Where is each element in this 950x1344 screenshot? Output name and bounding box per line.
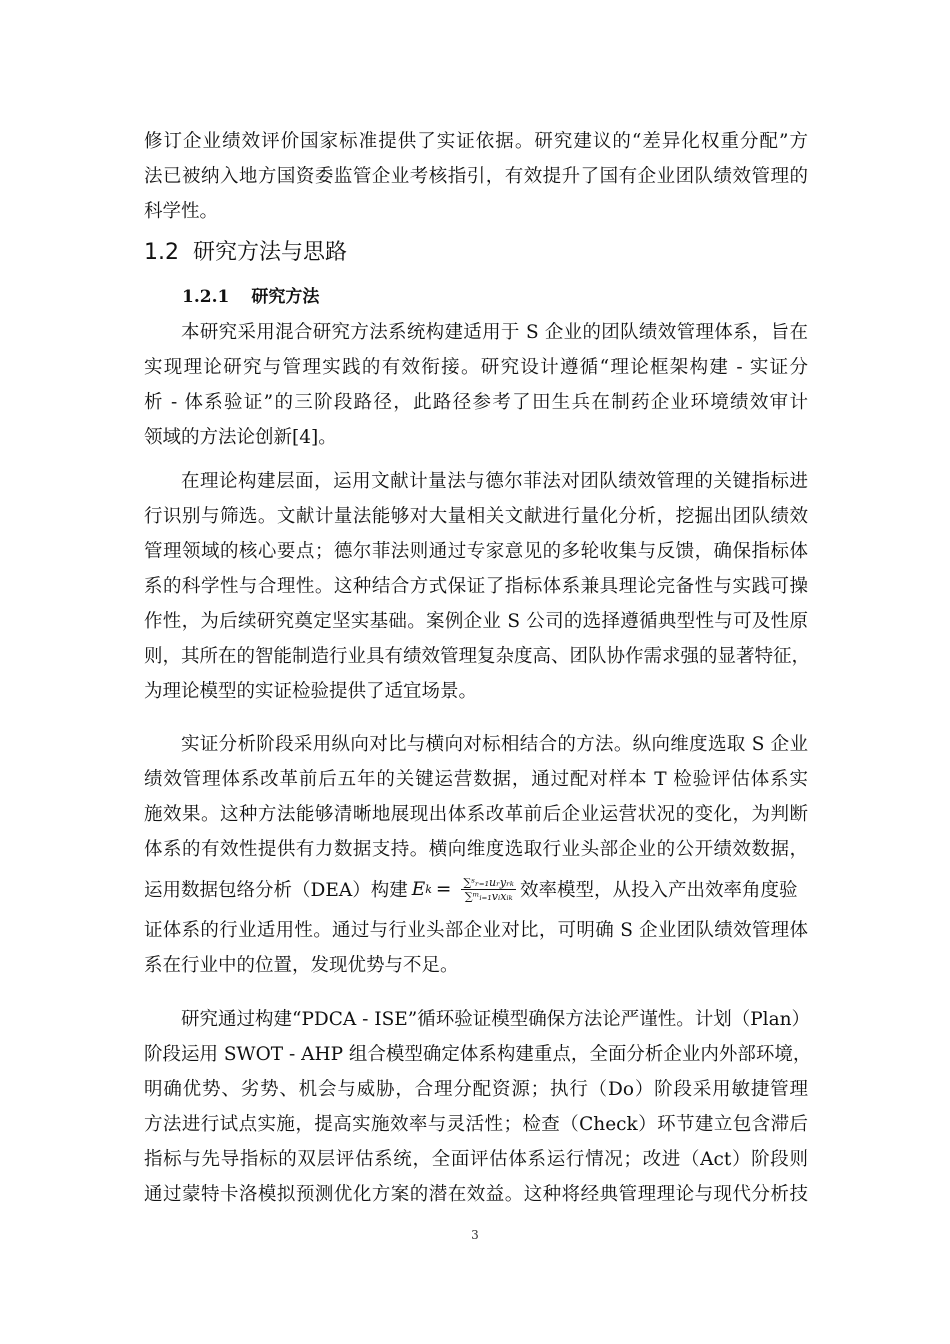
dea-formula: [412, 876, 516, 903]
text-line: 本研究采用混合研究方法系统构建适用于 S 企业的团队绩效管理体系，旨在: [181, 322, 808, 343]
text-line: 研究通过构建“PDCA - ISE”循环验证模型确保方法论严谨性。计划（Plan）: [181, 1009, 811, 1030]
paragraph-4: [144, 1002, 812, 1212]
text-line: 在理论构建层面，运用文献计量法与德尔菲法对团队绩效管理的关键指标进: [181, 471, 808, 492]
text-line: 实证分析阶段采用纵向对比与横向对标相结合的方法。纵向维度选取 S 企业: [181, 734, 808, 755]
text-line: 明确优势、劣势、机会与威胁，合理分配资源；执行（Do）阶段采用敏捷管理: [144, 1079, 808, 1100]
text-line: 系在行业中的位置，发现优势与不足。: [144, 955, 459, 976]
text-line: 指标与先导指标的双层评估系统，全面评估体系运行情况；改进（Act）阶段则: [144, 1149, 808, 1170]
text-line: 通过蒙特卡洛模拟预测优化方案的潜在效益。这种将经典管理理论与现代分析技: [144, 1184, 808, 1205]
text-line: 科学性。: [144, 201, 219, 222]
section-heading: [144, 236, 347, 270]
text-line: 为理论模型的实证检验提供了适宜场景。: [144, 681, 478, 702]
text-line: 方法进行试点实施，提高实施效率与灵活性；检查（Check）环节建立包含滞后: [144, 1114, 808, 1135]
text-line: 领域的方法论创新[4]。: [144, 427, 337, 448]
text-line: 体系的有效性提供有力数据支持。横向维度选取行业头部企业的公开绩效数据，: [144, 839, 808, 860]
text-segment: 运用数据包络分析（DEA）构建: [144, 880, 408, 901]
text-line: 阶段运用 SWOT - AHP 组合模型确定体系构建重点，全面分析企业内外部环境，: [144, 1044, 812, 1065]
text-line: 实现理论研究与管理实践的有效衔接。研究设计遵循“理论框架构建 - 实证分: [144, 357, 808, 378]
text-line: 修订企业绩效评价国家标准提供了实证依据。研究建议的“差异化权重分配”方: [144, 131, 808, 152]
text-line: 作性，为后续研究奠定坚实基础。案例企业 S 公司的选择遵循典型性与可及性原: [144, 611, 808, 632]
formula-lhs: E: [411, 878, 426, 900]
text-line: 法已被纳入地方国资委监管企业考核指引，有效提升了国有企业团队绩效管理的: [144, 166, 808, 187]
formula-denominator: ∑ᵐᵢ₌₁vᵢxᵢₖ: [464, 889, 513, 903]
text-line: 系的科学性与合理性。这种结合方式保证了指标体系兼具理论完备性与实践可操: [144, 576, 808, 597]
text-line: 绩效管理体系改革前后五年的关键运营数据，通过配对样本 T 检验评估体系实: [144, 769, 808, 790]
text-line: 析 - 体系验证”的三阶段路径，此路径参考了田生兵在制药企业环境绩效审计: [144, 392, 808, 413]
formula-subscript: k: [425, 882, 432, 896]
formula-equals: =: [435, 878, 452, 900]
text-line: 行识别与筛选。文献计量法能够对大量相关文献进行量化分析，挖掘出团队绩效: [144, 506, 808, 527]
formula-numerator: ∑ˢᵣ₌₁uᵣyᵣₖ: [463, 875, 514, 889]
paragraph-3: [144, 727, 808, 983]
text-segment: 效率模型，从投入产出效率角度验: [519, 880, 798, 901]
page-number: 3: [471, 1228, 479, 1242]
paragraph-1: [144, 315, 808, 455]
intro-paragraph: [144, 124, 808, 229]
paragraph-2: [144, 464, 811, 709]
text-line: 施效果。这种方法能够清晰地展现出体系改革前后企业运营状况的变化，为判断: [144, 804, 808, 825]
subsection-number: 1.2.1: [182, 287, 230, 307]
text-line: 管理领域的核心要点；德尔菲法则通过专家意见的多轮收集与反馈，确保指标体: [144, 541, 808, 562]
subsection-title: 研究方法: [251, 287, 320, 307]
text-line: 则，其所在的智能制造行业具有绩效管理复杂度高、团队协作需求强的显著特征，: [144, 646, 811, 667]
section-title: 研究方法与思路: [193, 240, 348, 265]
section-number: 1.2: [144, 240, 179, 265]
formula-line: [144, 867, 808, 911]
formula-fraction: [461, 876, 516, 903]
text-line: 证体系的行业适用性。通过与行业头部企业对比，可明确 S 企业团队绩效管理体: [144, 920, 808, 941]
subsection-heading: [182, 282, 319, 312]
